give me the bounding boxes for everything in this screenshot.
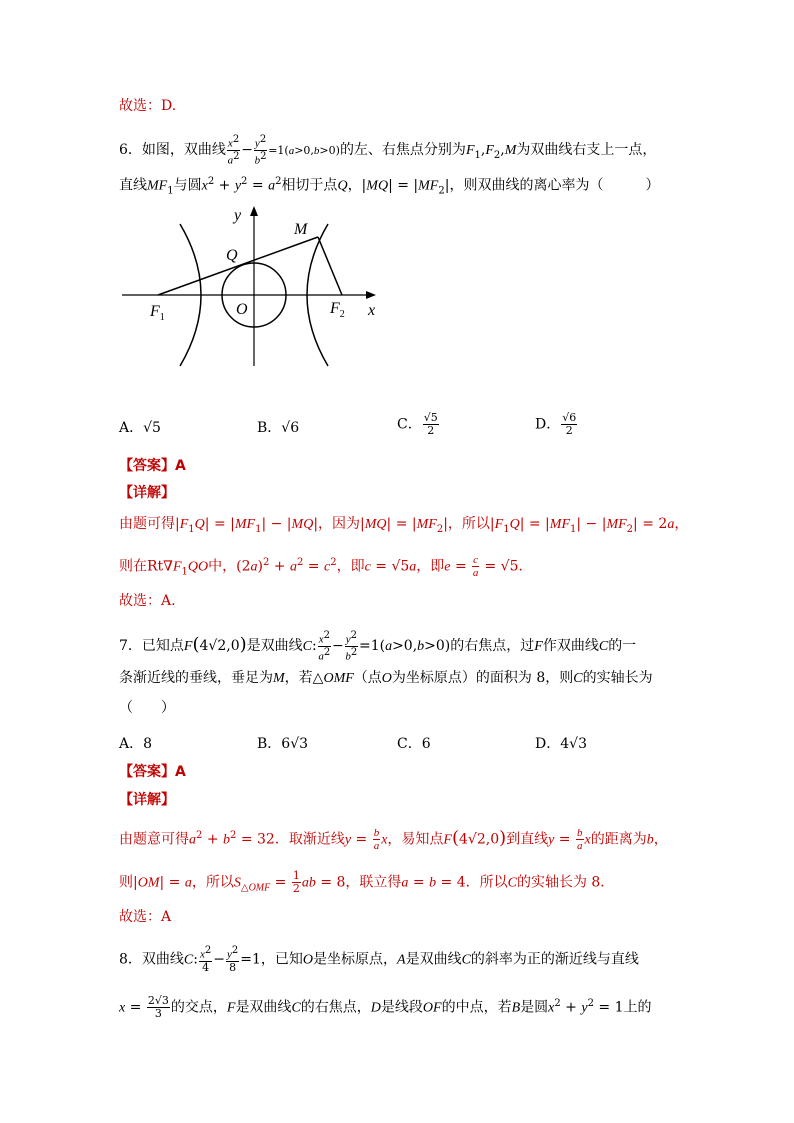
q6-line2-c: 相切于点 bbox=[281, 177, 338, 194]
q7-option-b[interactable]: B．6√3 bbox=[257, 736, 309, 752]
line-MF1 bbox=[158, 237, 318, 295]
q7-option-c[interactable]: C．6 bbox=[397, 736, 431, 752]
q7-option-d[interactable]: D．4√3 bbox=[535, 736, 587, 752]
q6-hyperbola-figure bbox=[118, 200, 388, 370]
label-O: O bbox=[236, 301, 248, 318]
label-Q: Q bbox=[226, 247, 238, 264]
q6-line2-a: 直线 bbox=[119, 177, 147, 194]
q8-stem-line2: x = $\frac{2√3}{3}$ 的交点，F是双曲线C的右焦点，D是线段OF的中点，若B是圆$x^2 + y^2 = 1$上的 bbox=[119, 994, 652, 1021]
y-axis-arrow bbox=[250, 206, 258, 216]
q6-stem-c: 为双曲线右支上一点， bbox=[516, 142, 657, 159]
q6-stem-b: 的左、右焦点分别为 bbox=[339, 142, 466, 159]
label-y: y bbox=[234, 207, 242, 224]
q6-solution-line2: 则在$Rt\nabla F_1QO$中，$(2a)^2 + a^2 = c^2$，即c = √5a，即e = $\frac{c}{a}$ = √5． bbox=[119, 554, 533, 580]
q7-solution-line2: 则|OM| = a，所以$S_{\triangle OMF}$ = $\frac{1}{2}$ ab = 8，联立得a = b = 4．所以C的实轴长为 8． bbox=[119, 869, 615, 895]
q6-line2-b: 与圆 bbox=[173, 177, 202, 194]
q7-explanation-label: 【详解】 bbox=[119, 792, 175, 808]
x-axis-arrow bbox=[366, 291, 376, 299]
q7-option-a[interactable]: A．8 bbox=[119, 736, 153, 752]
q6-line2-d: ，则双曲线的离心率为（ ） bbox=[449, 177, 660, 194]
q7-stem-line2: 条渐近线的垂线，垂足为M，若△OMF（点O为坐标原点）的面积为 8，则C的实轴长为 bbox=[119, 670, 653, 686]
q6-stem-a: 如图，双曲线 bbox=[141, 142, 226, 159]
q6-explanation-label: 【详解】 bbox=[119, 485, 175, 501]
q6-number: 6． bbox=[119, 142, 142, 159]
q7-stem-line3: （ ） bbox=[119, 700, 175, 716]
label-M: M bbox=[294, 221, 308, 238]
q7-solution-line1: 由题意可得$a^2 + b^2 = 32$．取渐近线y = $\frac{b}{a}$ x，易知点F(4√2,0)到直线y = $\frac{b}{a}$ x的距离为b， bbox=[119, 827, 668, 853]
q6-option-a[interactable]: A．√5 bbox=[119, 420, 161, 436]
q7-conclusion: 故选：A bbox=[119, 909, 172, 925]
q6-solution-line1: 由题可得$|F_1Q| = |MF_1| - |MQ|$，因为$|MQ| = |MF_2|$，所以$|F_1Q| = |MF_1| - |MF_2| = 2a$， bbox=[119, 516, 689, 535]
q6-option-d[interactable]: D． $\frac{√6}{2}$ bbox=[535, 411, 577, 437]
q6-conclusion: 故选：A. bbox=[119, 593, 176, 609]
q6-stem-line2: 直线$MF_1$与圆$x^2 + y^2 = a^2$相切于点Q，$|MQ| = |MF_2|$，则双曲线的离心率为（ ） bbox=[119, 176, 660, 197]
q7-answer: 【答案】A bbox=[119, 764, 186, 780]
q8-stem-line1: 8．双曲线C: $\frac{x^2}{4}$ − $\frac{y^2}{8}$ =1，已知O是坐标原点，A是双曲线C的斜率为正的渐近线与直线 bbox=[119, 945, 639, 974]
q6-option-c[interactable]: C． $\frac{√5}{2}$ bbox=[397, 411, 438, 437]
label-F2: $F_2$ bbox=[330, 300, 345, 320]
q7-stem-line1: 7．已知点F(4√2,0)是双曲线C: $\frac{x^2}{a^2}$ − $\frac{y^2}{b^2}$ =1(a>0,b>0)的右焦点，过F作双曲线C的一 bbox=[119, 630, 637, 663]
q5-conclusion: 故选：D. bbox=[119, 98, 177, 114]
line-MF2 bbox=[318, 237, 342, 295]
label-x: x bbox=[368, 302, 376, 319]
q6-option-b[interactable]: B．√6 bbox=[257, 420, 300, 436]
q6-answer: 【答案】A bbox=[119, 458, 186, 474]
q6-stem-line1: 6．如图，双曲线 $\frac{x^2}{a^2}$ − $\frac{y^2}{b^2}$ =1(a>0,b>0)的左、右焦点分别为$F_1,F_2,M$为双曲线右支上一点， bbox=[119, 134, 657, 167]
label-F1: $F_1$ bbox=[150, 303, 165, 323]
q6-equation: $\frac{x^2}{a^2}$ − $\frac{y^2}{b^2}$ =1(a>0,b>0) bbox=[227, 134, 340, 167]
